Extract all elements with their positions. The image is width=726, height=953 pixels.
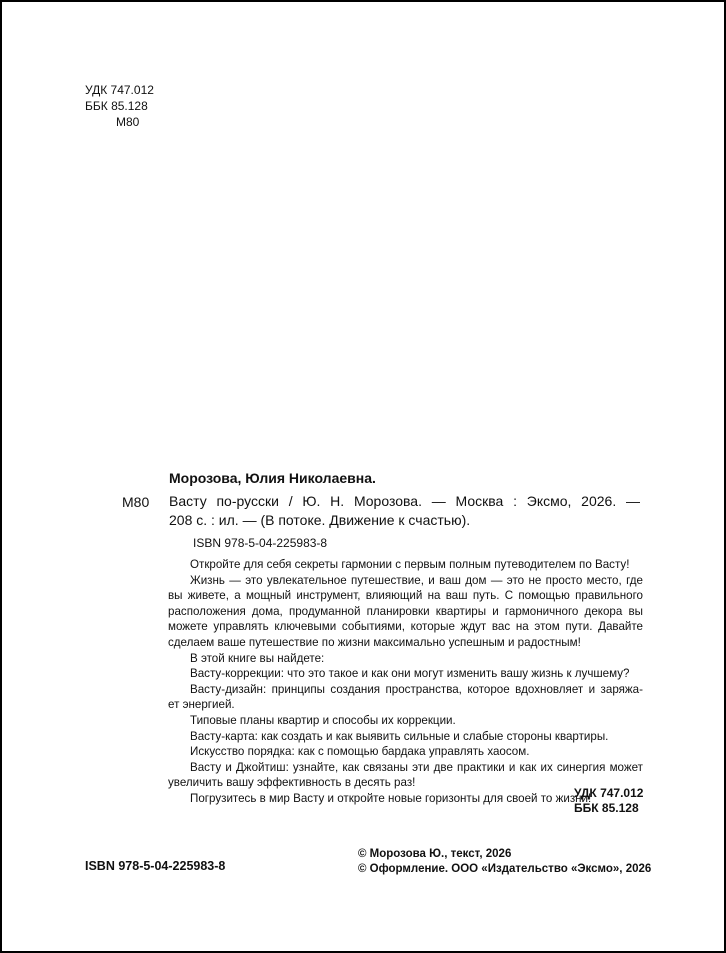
list-item: Васту-коррекции: что это такое и как они могут изменить вашу жизнь к лучшему?: [190, 667, 630, 681]
list-item: Типовые планы квартир и способы их коррекции.: [190, 713, 456, 727]
description-line-2: 208 с. : ил. — (В потоке. Движение к счастью).: [169, 512, 471, 528]
bibliographic-description: [169, 492, 640, 530]
list-item-continuation: увеличить вашу эффективность в десять раз!: [168, 776, 416, 790]
annotation-para-line: расположения дома, продуманной планировки квартиры и гармоничного декора вы: [168, 604, 643, 618]
copyright-block: [358, 847, 651, 877]
udk-code-bottom: УДК 747.012: [574, 786, 644, 800]
author-mark-side: М80: [122, 494, 150, 510]
isbn-record: ISBN 978-5-04-225983-8: [193, 536, 328, 550]
udk-code: УДК 747.012: [85, 83, 154, 97]
list-item: Васту-дизайн: принципы создания пространства, которое вдохновляет и заряжа-: [190, 682, 643, 696]
annotation-para-line: вы живете, а мощный инструмент, влияющий на ваш путь. С помощью правильного: [168, 589, 643, 603]
list-item: Васту-карта: как создать и как выявить сильные и слабые стороны квартиры.: [190, 729, 609, 743]
list-item: Васту и Джойтиш: узнайте, как связаны эти две практики и как их синергия может: [190, 760, 643, 774]
classification-codes-top: [85, 82, 154, 130]
annotation: [168, 557, 643, 807]
annotation-outro: Погрузитесь в мир Васту и откройте новые горизонты для своей то жизни!: [190, 791, 592, 805]
annotation-para-line: сделаем ваше путешествие по жизни максимально успешным и радостным!: [168, 635, 581, 649]
list-item-continuation: ет энергией.: [168, 698, 235, 712]
copyright-text: © Морозова Ю., текст, 2026: [358, 848, 512, 860]
author-heading: Морозова, Юлия Николаевна.: [169, 470, 376, 486]
isbn-footer: ISBN 978-5-04-225983-8: [85, 859, 226, 873]
classification-codes-bottom: [574, 786, 643, 816]
author-mark: М80: [116, 115, 140, 129]
list-item: Искусство порядка: как с помощью бардака управлять хаосом.: [190, 745, 530, 759]
annotation-intro: Откройте для себя секреты гармонии с первым полным путеводителем по Васту!: [190, 558, 630, 571]
list-heading: В этой книге вы найдете:: [190, 651, 325, 665]
copyright-design: © Оформление. ООО «Издательство «Эксмо», 2026: [358, 863, 652, 875]
bbk-code-bottom: ББК 85.128: [574, 801, 639, 815]
annotation-para-line: Жизнь — это увлекательное путешествие, и ваш дом — это не просто место, где: [190, 573, 643, 587]
bbk-code: ББК 85.128: [85, 99, 148, 113]
description-line-1: Васту по-русски / Ю. Н. Морозова. — Москва : Эксмо, 2026. —: [169, 493, 640, 509]
annotation-para-line: можете управлять ключевыми событиями, которые ждут вас на этом пути. Давайте: [168, 620, 643, 634]
